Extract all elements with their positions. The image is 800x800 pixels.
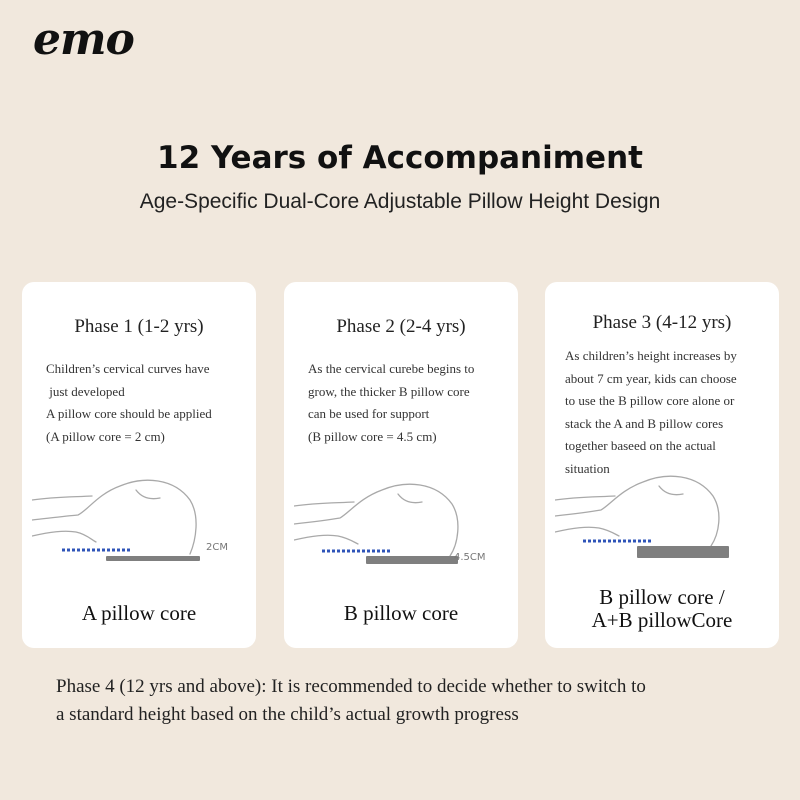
core-label-line: A pillow core: [81, 601, 197, 625]
core-label: [22, 602, 256, 625]
description-line: stack the A and B pillow cores: [565, 415, 724, 431]
page-subtitle: Age-Specific Dual-Core Adjustable Pillow Height Design: [139, 190, 661, 213]
pillow-core-bar: [637, 546, 729, 558]
phase-card-2: [284, 282, 518, 648]
description-line: A pillow core should be applied: [46, 406, 212, 421]
description-line: As the cervical curebe begins to: [308, 361, 475, 376]
core-label-line: A+B pillowCore: [591, 608, 733, 632]
core-label-line: B pillow core /: [599, 585, 725, 609]
page-title: 12 Years of Accompaniment: [157, 140, 643, 176]
phase-title: Phase 1 (1-2 yrs): [74, 316, 204, 337]
description-line: together baseed on the actual: [565, 438, 716, 453]
phase-card-3: [545, 282, 779, 648]
phase-card-1: [22, 282, 256, 648]
phase-4-note-line: Phase 4 (12 yrs and above): It is recommended to decide whether to switch to: [56, 676, 646, 697]
pillow-height-label: 2CM: [206, 542, 228, 553]
phase-title: Phase 2 (2-4 yrs): [336, 316, 466, 337]
phase-description: [46, 358, 246, 448]
phase-4-note: [56, 673, 776, 729]
description-line: (B pillow core = 4.5 cm): [308, 428, 437, 444]
phase-title: Phase 3 (4-12 yrs): [592, 312, 732, 333]
phase-4-note-line: a standard height based on the child’s actual growth progress: [56, 704, 519, 725]
pillow-core-bar: [106, 556, 200, 561]
description-line: (A pillow core = 2 cm): [46, 428, 165, 444]
brand-logo: emo: [33, 14, 134, 65]
core-label-line: B pillow core: [343, 601, 459, 625]
description-line: As children’s height increases by: [565, 348, 737, 363]
description-line: can be used for support: [308, 406, 430, 421]
phase-description: [308, 358, 508, 448]
pillow-core-bar: [366, 556, 458, 564]
description-line: situation: [565, 460, 610, 476]
pillow-height-label: 4.5CM: [454, 552, 486, 563]
description-line: to use the B pillow core alone or: [565, 393, 735, 408]
phase-description: [565, 345, 775, 480]
description-line: grow, the thicker B pillow core: [308, 383, 470, 399]
child-head-on-pillow-illustration: [294, 470, 514, 570]
child-head-on-pillow-illustration: [32, 470, 252, 570]
core-label: [284, 602, 518, 625]
description-line: about 7 cm year, kids can choose: [565, 370, 737, 386]
child-head-on-pillow-illustration: [555, 470, 775, 570]
description-line: just developed: [46, 383, 125, 399]
core-label: [545, 586, 779, 632]
description-line: Children’s cervical curves have: [46, 361, 210, 376]
